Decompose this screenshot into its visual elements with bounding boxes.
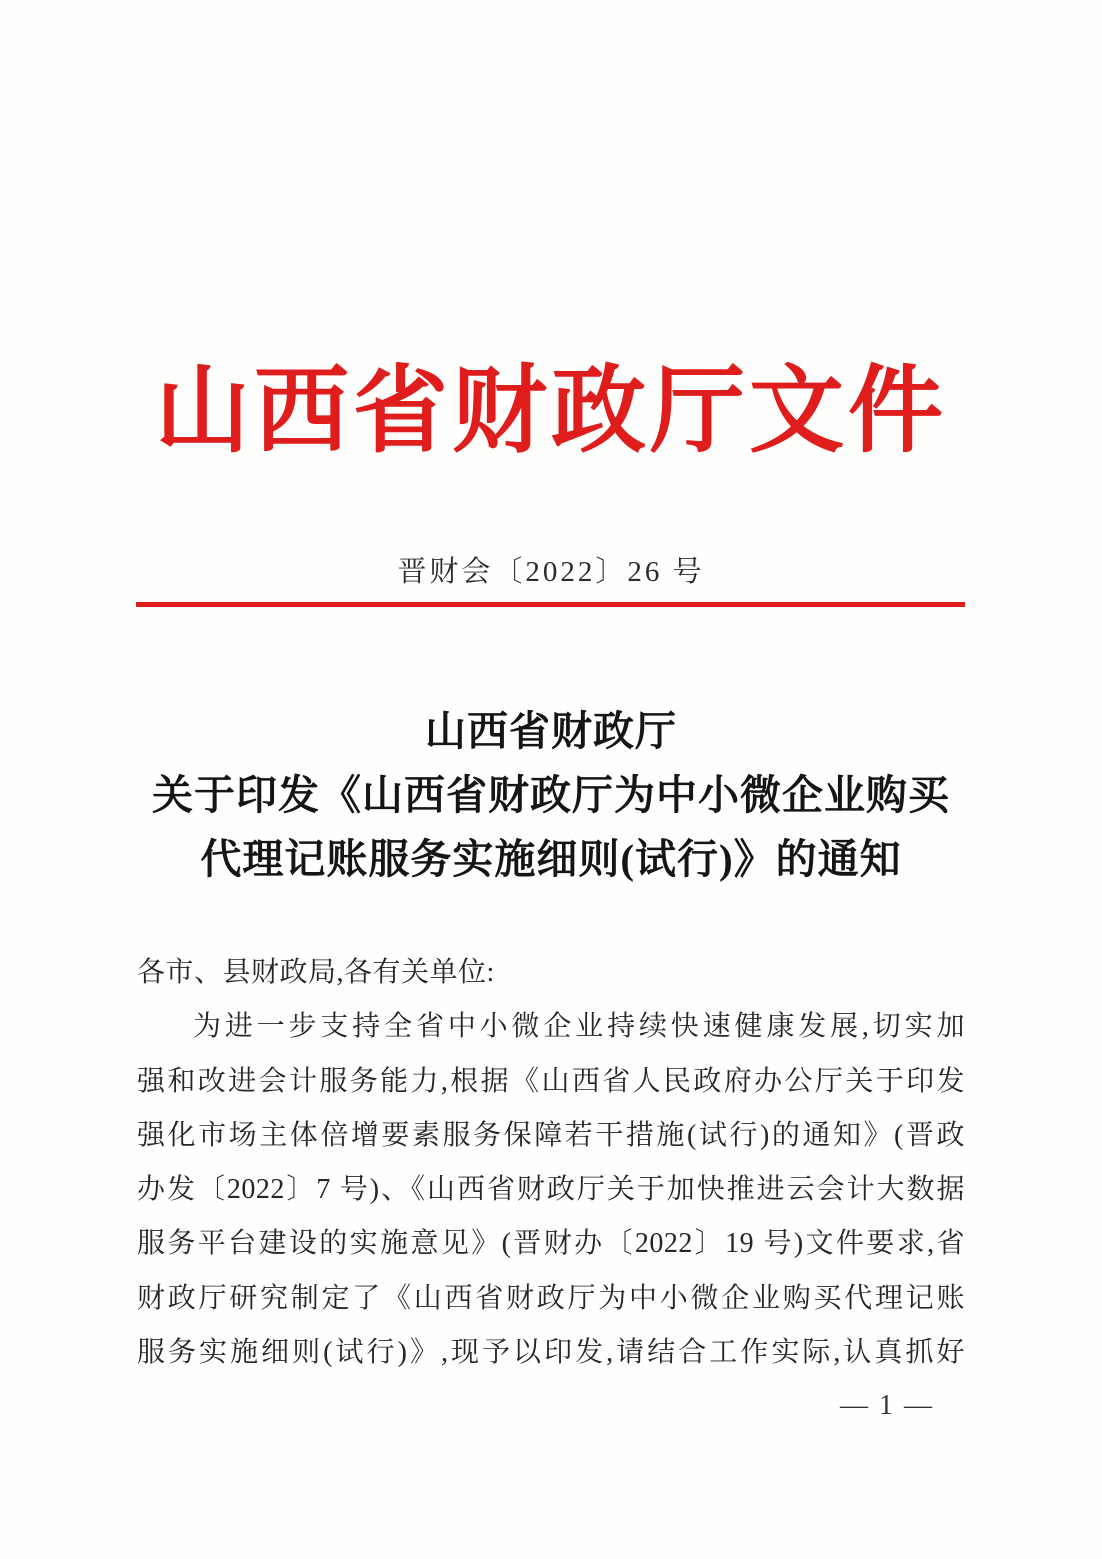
document-title-line-3: 代理记账服务实施细则(试行)》的通知 — [200, 836, 902, 882]
paragraph-line-4: 办发〔2022〕7 号)、《山西省财政厅关于加快推进云会计大数据 — [137, 1174, 965, 1206]
red-separator-line — [136, 602, 965, 607]
letterhead-title: 山西省财政厅文件 — [154, 358, 947, 464]
paragraph-line-1: 为进一步支持全省中小微企业持续快速健康发展,切实加 — [193, 1011, 965, 1043]
salutation-line: 各市、县财政局,各有关单位: — [137, 957, 495, 988]
document-number: 晋财会〔2022〕26 号 — [397, 556, 705, 588]
paragraph-line-5: 服务平台建设的实施意见》(晋财办〔2022〕19 号)文件要求,省 — [137, 1228, 965, 1260]
paragraph-line-6: 财政厅研究制定了《山西省财政厅为中小微企业购买代理记账 — [137, 1282, 965, 1314]
paragraph-line-7: 服务实施细则(试行)》,现予以印发,请结合工作实际,认真抓好 — [137, 1337, 965, 1369]
paragraph-line-3: 强化市场主体倍增要素服务保障若干措施(试行)的通知》(晋政 — [137, 1119, 965, 1151]
document-title — [0, 699, 1102, 891]
document-title-line-1: 山西省财政厅 — [425, 708, 677, 754]
paragraph-line-2: 强和改进会计服务能力,根据《山西省人民政府办公厅关于印发 — [137, 1065, 965, 1097]
document-title-line-2: 关于印发《山西省财政厅为中小微企业购买 — [152, 772, 950, 818]
page-number: — 1 — — [840, 1390, 934, 1421]
document-body — [137, 946, 965, 1380]
